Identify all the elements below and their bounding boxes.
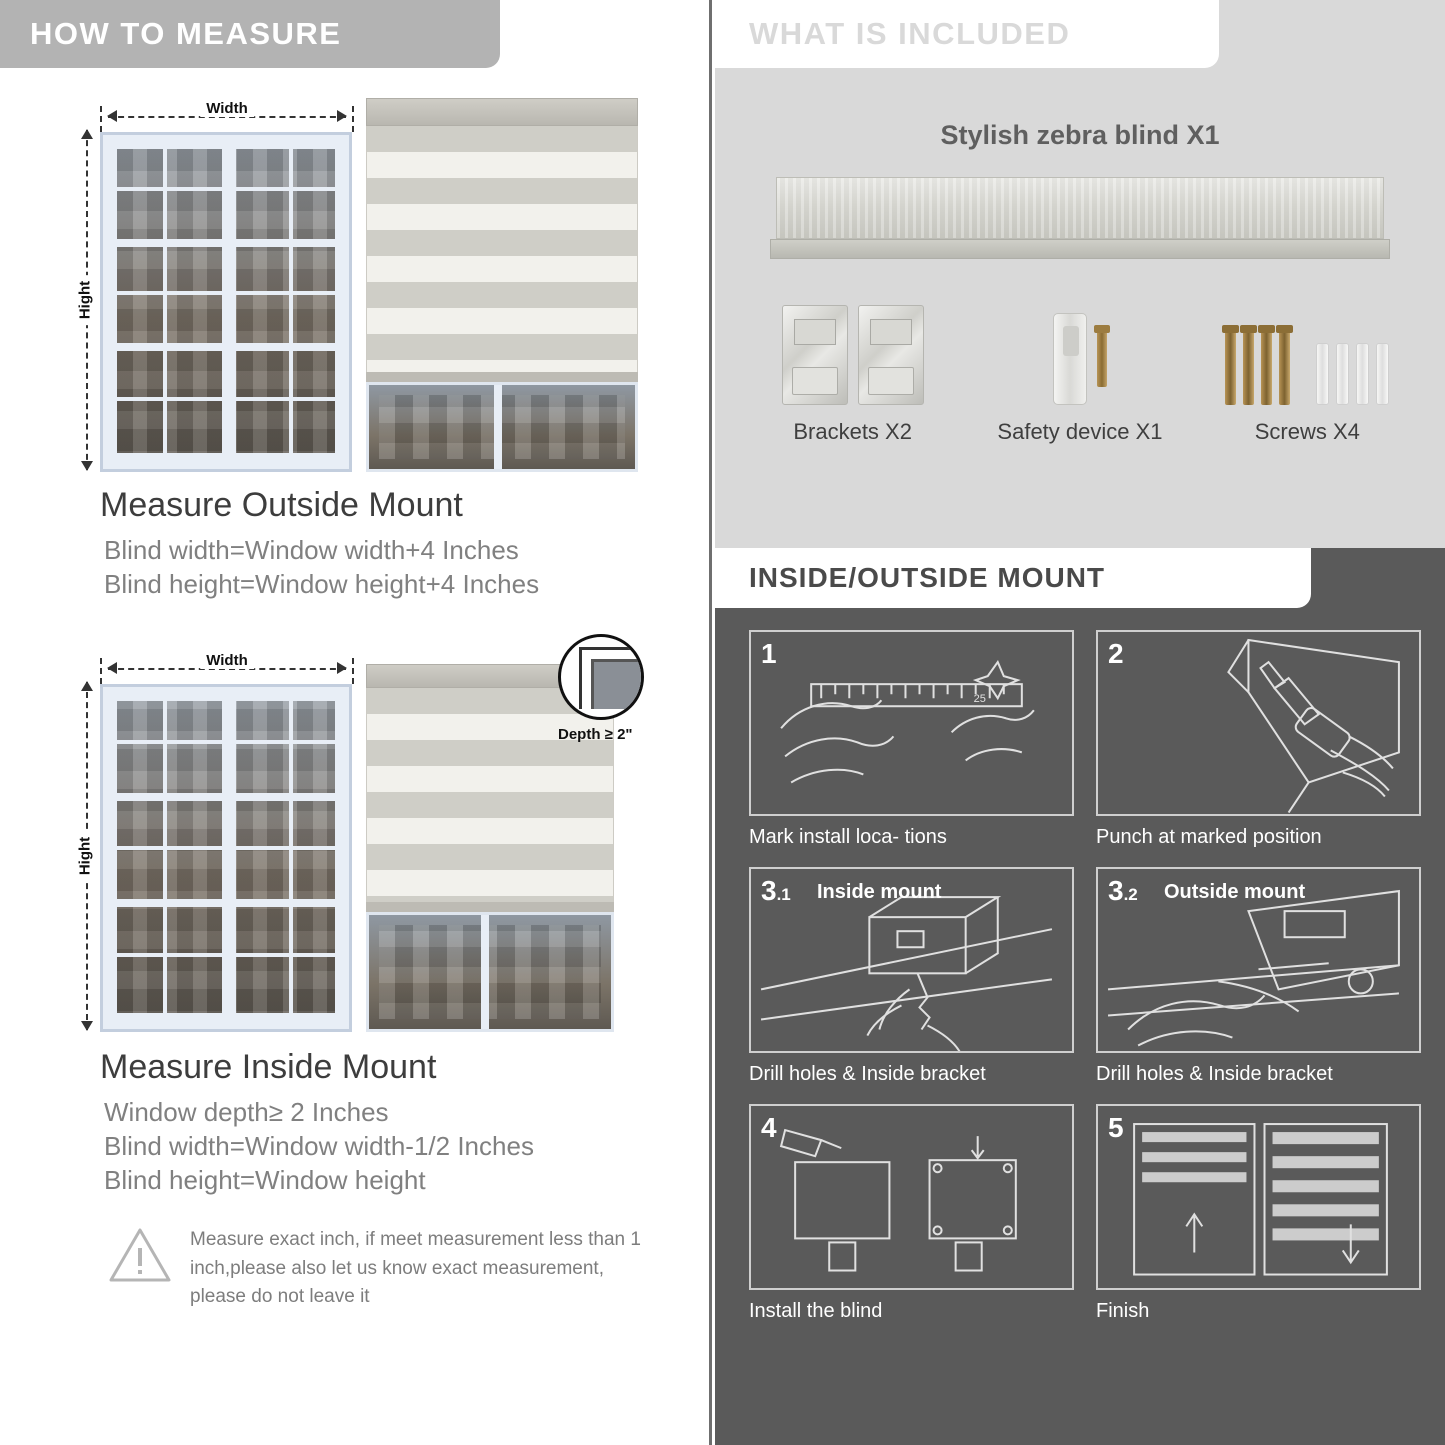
- svg-text:25: 25: [973, 693, 986, 706]
- step-3-1-number-sub: .1: [776, 885, 791, 904]
- depth-callout-icon: [558, 634, 644, 720]
- inside-width-dimension: [108, 652, 346, 678]
- step-3-2-illustration: [1096, 867, 1421, 1053]
- outside-height-dimension: [72, 130, 100, 470]
- inside-height-dimension: [72, 682, 100, 1030]
- step-3-2-number-main: 3: [1108, 875, 1124, 906]
- warning-text: Measure exact inch, if meet measurement less than 1 inch,please also let us know exact measurement, please do not leave it: [190, 1229, 641, 1307]
- depth-label: Depth ≥ 2": [558, 726, 633, 743]
- outside-mount-diagram: [60, 90, 660, 480]
- brackets-icon: [748, 293, 958, 405]
- parts-row: [739, 293, 1421, 445]
- outside-height-label: Hight: [77, 275, 94, 325]
- window-illustration-inside: [100, 684, 352, 1032]
- outside-mount-title: Measure Outside Mount: [100, 486, 463, 524]
- outside-mount-line-2: Blind height=Window height+4 Inches: [104, 569, 540, 599]
- step-5: [1096, 1104, 1421, 1323]
- step-3-2-number-sub: .2: [1123, 885, 1138, 904]
- step-4-number: 4: [761, 1112, 777, 1143]
- screws-icon: [1202, 293, 1412, 405]
- inside-mount-line-1: Window depth≥ 2 Inches: [104, 1097, 389, 1127]
- screws-label: Screws X4: [1254, 419, 1360, 444]
- part-brackets: [748, 293, 958, 445]
- inside-mount-title: Measure Inside Mount: [100, 1048, 437, 1086]
- step-5-caption: Finish: [1096, 1300, 1150, 1322]
- step-2-illustration: [1096, 630, 1421, 816]
- inside-width-label: Width: [200, 652, 254, 669]
- safety-device-icon: [975, 293, 1185, 405]
- step-2: [1096, 630, 1421, 849]
- step-5-number: 5: [1108, 1112, 1124, 1143]
- step-4: [749, 1104, 1074, 1323]
- step-3-2-caption: Drill holes & Inside bracket: [1096, 1063, 1333, 1085]
- step-2-number: 2: [1108, 638, 1124, 669]
- step-3-1: [749, 867, 1074, 1086]
- brackets-label: Brackets X2: [793, 419, 912, 444]
- steps-grid: [749, 630, 1421, 1323]
- how-to-measure-panel: [0, 0, 712, 1445]
- step-3-1-caption: Drill holes & Inside bracket: [749, 1063, 986, 1085]
- inside-outside-mount-panel: [715, 548, 1445, 1445]
- how-to-measure-banner: HOW TO MEASURE: [0, 0, 500, 68]
- step-4-caption: Install the blind: [749, 1300, 883, 1322]
- step-3-1-inline-label: Inside mount: [817, 881, 942, 903]
- step-3-2: [1096, 867, 1421, 1086]
- step-2-caption: Punch at marked position: [1096, 826, 1322, 848]
- blind-illustration-inside: [366, 664, 614, 1032]
- step-1-illustration: [749, 630, 1074, 816]
- safety-device-label: Safety device X1: [997, 419, 1163, 444]
- warning-triangle-icon: [108, 1226, 172, 1284]
- product-title: Stylish zebra blind X1: [940, 120, 1220, 150]
- inside-outside-mount-banner: INSIDE/OUTSIDE MOUNT: [715, 548, 1311, 608]
- part-screws: [1202, 293, 1412, 445]
- window-illustration-outside: [100, 132, 352, 472]
- inside-mount-line-3: Blind height=Window height: [104, 1165, 426, 1195]
- inside-mount-block: [0, 642, 709, 1196]
- blind-illustration-outside: [366, 98, 638, 472]
- step-3-2-inline-label: Outside mount: [1164, 881, 1306, 903]
- step-3-1-number-main: 3: [761, 875, 777, 906]
- step-1: [749, 630, 1074, 849]
- inside-mount-diagram: [60, 642, 660, 1042]
- outside-mount-line-1: Blind width=Window width+4 Inches: [104, 535, 519, 565]
- step-3-2-number: [1108, 875, 1138, 907]
- part-safety-device: [975, 293, 1185, 445]
- step-3-1-illustration: [749, 867, 1074, 1053]
- what-is-included-banner: WHAT IS INCLUDED: [715, 0, 1219, 68]
- measure-warning: [108, 1226, 648, 1312]
- outside-width-dimension: [108, 100, 346, 126]
- step-4-illustration: [749, 1104, 1074, 1290]
- inside-height-label: Hight: [77, 831, 94, 881]
- outside-mount-block: [0, 90, 709, 600]
- step-3-1-number: [761, 875, 791, 907]
- step-5-illustration: [1096, 1104, 1421, 1290]
- zebra-blind-product-image: [770, 177, 1390, 269]
- step-1-caption: Mark install loca- tions: [749, 826, 947, 848]
- what-is-included-panel: [715, 0, 1445, 548]
- step-1-number: 1: [761, 638, 777, 669]
- inside-mount-line-2: Blind width=Window width-1/2 Inches: [104, 1131, 534, 1161]
- outside-width-label: Width: [200, 100, 254, 117]
